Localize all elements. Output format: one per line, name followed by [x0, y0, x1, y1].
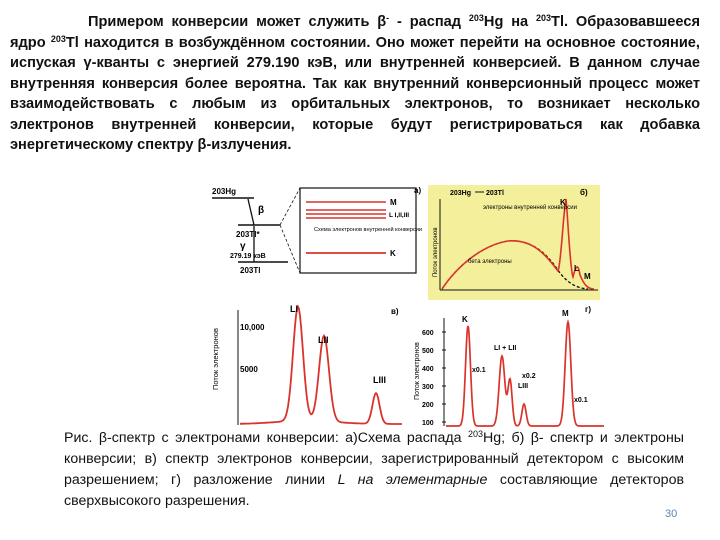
- panel-d-tick-label: 400: [422, 366, 434, 373]
- panel-c-peak-l2: LII: [318, 335, 329, 345]
- slide-number: 30: [665, 508, 678, 520]
- panel-c-tick-top: 10,000: [240, 323, 265, 332]
- caption-mass: 203: [467, 429, 483, 439]
- panel-d-ticks: [422, 330, 446, 427]
- panel-d-tick-label: 100: [422, 420, 434, 427]
- para-s1-minus: -: [386, 13, 390, 23]
- decay-scheme: [208, 185, 423, 277]
- para-s1-mass1: 203: [468, 13, 484, 23]
- panel-a-curve-label: электроны внутренней конверсии: [483, 205, 577, 211]
- panel-d-peak-l3: LIII: [518, 383, 529, 390]
- main-paragraph: [10, 12, 700, 156]
- scheme-tl-excited-label: 203Tl*: [236, 230, 260, 239]
- panel-d-tag: г): [585, 305, 591, 314]
- panel-d-ylabel: Поток электронов: [414, 342, 421, 400]
- panel-c-ylabel: Поток электронов: [211, 328, 220, 390]
- caption-part3: составляющие детекторов сверхвысокого разрешения.: [64, 472, 684, 509]
- panel-beta-background: [428, 185, 600, 300]
- panel-conversion-spectrum: [206, 290, 408, 430]
- panel-a-tl-label: 203Tl: [486, 190, 504, 197]
- para-s1-el2: Tl.: [551, 14, 569, 30]
- scheme-beta-arrow: [248, 199, 254, 225]
- para-s1-mid: - распад: [389, 14, 469, 30]
- panel-c-peak-l3: LIII: [373, 375, 386, 385]
- para-s1-el1: Hg на: [483, 14, 536, 30]
- para-s1-mass2: 203: [536, 13, 552, 23]
- figure-caption: [64, 428, 684, 512]
- scheme-gamma-label: γ: [240, 241, 246, 252]
- panel-d-scale2: x0.2: [522, 373, 536, 380]
- panel-a-peak-l: L: [574, 264, 579, 273]
- panel-a-beta-label: бета электроны: [468, 259, 512, 265]
- caption-italic: L на элементарные: [337, 472, 488, 488]
- panel-a-ylabel: Поток электронов: [433, 227, 439, 277]
- caption-part2: Hg; б) β- спектр и электроны конверсии; в) спектр электронов конверсии, зарегистрированный детектором с высоким разрешением; г) разложение линии: [64, 430, 684, 488]
- panel-a-peak-m: M: [584, 272, 591, 281]
- panel-d-peak-l: LI + LII: [494, 345, 517, 352]
- panel-beta-spectrum: [414, 185, 600, 300]
- para-s2-pre: Образовавшееся ядро: [10, 14, 700, 51]
- panel-d-tick-label: 600: [422, 330, 434, 337]
- panel-c-tag: в): [391, 307, 399, 316]
- panel-c-tick-bottom: 5000: [240, 365, 258, 374]
- panel-a-hg-label: 203Hg: [450, 190, 472, 197]
- panel-d-tick-label: 500: [422, 348, 434, 355]
- scheme-zoom-line-top: [280, 188, 300, 225]
- panel-d-tick-label: 200: [422, 402, 434, 409]
- para-s2-rest: Tl находится в возбуждённом состоянии. Оно может перейти на основное состояние, испуская γ-кванты с энергией 279.190 кэВ, или внутренней конверсией. В данном случае внутренняя конверсия более вероятна. Так как внутренний конверсионный процесс может взаимодействовать с любым из орбитальных электронов, то возникает несколько электронов внутренней конверсии, которые будут регистрироваться как добавка энергетическому спектру β-излучения.: [10, 34, 700, 153]
- panel-c-peak-l1: LI: [290, 304, 298, 314]
- scheme-zoom-line-bottom: [280, 225, 300, 273]
- scheme-energy-label: 279.19 кэВ: [230, 253, 266, 260]
- panel-d-tick-label: 300: [422, 384, 434, 391]
- panel-a-tag: а): [414, 186, 422, 195]
- scheme-level-m: M: [390, 198, 397, 207]
- panel-b-tag: б): [580, 188, 588, 197]
- para-s2-mass: 203: [50, 33, 66, 44]
- scheme-level-l: L I,II,III: [389, 212, 410, 219]
- panel-a-peak-k: K: [560, 198, 566, 207]
- panel-d-scale3: x0.1: [574, 397, 588, 404]
- scheme-hg-label: 203Hg: [212, 187, 237, 196]
- panel-l-line-decomposition: [410, 296, 606, 430]
- scheme-tl-ground-label: 203Tl: [240, 266, 261, 275]
- panel-d-scale1: x0.1: [472, 367, 486, 374]
- para-s1-pre: Примером конверсии может служить β: [88, 14, 387, 30]
- scheme-box-label: Схема электронов внутренней конверсии: [314, 227, 423, 233]
- scheme-level-k: K: [390, 249, 396, 258]
- scheme-beta-label: β: [258, 205, 265, 216]
- panel-d-peak-m: M: [562, 309, 569, 318]
- caption-part1: Рис. β-спектр с электронами конверсии: а)Схема распада: [64, 430, 468, 446]
- panel-d-peak-k: K: [462, 315, 468, 324]
